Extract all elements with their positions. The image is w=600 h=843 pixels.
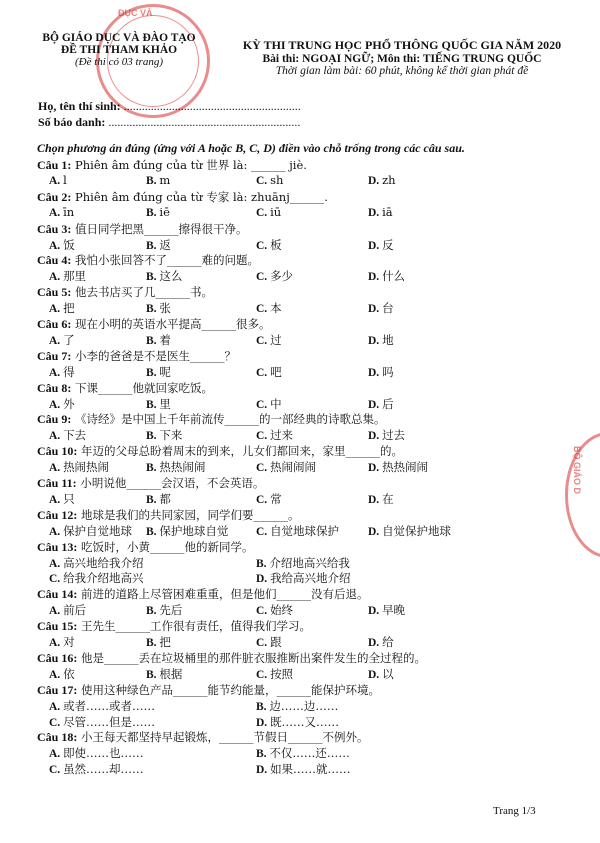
question-text: 下课______他就回家吃饭。 <box>75 380 213 395</box>
option-letter: D. <box>368 206 383 219</box>
option-text: zh <box>382 172 396 187</box>
answer-option-b[interactable] <box>146 173 170 187</box>
answer-option-c[interactable] <box>49 570 144 586</box>
option-text: 按照 <box>270 666 294 681</box>
candidate-name-label: Họ, tên thí sinh: <box>38 99 121 113</box>
option-text: 本 <box>270 301 282 316</box>
question-number: Câu 10: <box>37 444 78 459</box>
answer-option-d[interactable] <box>368 237 394 253</box>
answer-option-a[interactable] <box>49 364 75 380</box>
option-letter: B. <box>146 366 160 379</box>
answer-option-a[interactable] <box>49 491 75 507</box>
option-letter: A. <box>49 700 64 713</box>
option-text: sh <box>270 172 284 187</box>
option-text: 台 <box>382 301 394 316</box>
option-letter: A. <box>49 271 64 284</box>
option-text: 根据 <box>159 666 183 681</box>
option-text: 饭 <box>63 237 75 252</box>
option-letter: D. <box>368 398 383 411</box>
option-text: 都 <box>159 491 171 506</box>
answer-option-a[interactable] <box>49 237 75 253</box>
question-text: 小王每天都坚持早起锻炼，______节假日______不例外。 <box>81 730 369 745</box>
option-text: 即使……也…… <box>63 746 144 761</box>
option-text: 依 <box>63 666 75 681</box>
option-text: 把 <box>159 635 171 649</box>
question <box>37 157 307 173</box>
answer-option-b[interactable] <box>146 491 171 507</box>
option-text: l <box>63 172 67 187</box>
option-letter: B. <box>146 668 160 681</box>
option-letter: C. <box>256 430 271 443</box>
answer-option-c[interactable] <box>256 364 282 380</box>
candidate-id-field[interactable] <box>38 115 300 130</box>
option-text: 对 <box>63 635 75 649</box>
question <box>37 729 369 745</box>
option-text: 热闹热闹 <box>63 460 110 475</box>
answer-option-c[interactable] <box>256 268 293 284</box>
answer-option-d[interactable] <box>368 523 451 539</box>
option-text: 介绍地高兴给我 <box>269 555 350 570</box>
question-number: Câu 1: <box>37 158 72 172</box>
question-text: 使用这种绿色产品______能节约能量，______能保护环境。 <box>81 682 380 697</box>
question-text: 《诗经》是中国上千年前流传______的一部经典的诗歌总集。 <box>75 412 386 427</box>
option-letter: A. <box>49 493 64 506</box>
answer-option-c[interactable] <box>256 173 283 187</box>
answer-option-d[interactable] <box>368 491 394 507</box>
candidate-id-label: Số báo danh: <box>38 115 106 129</box>
answer-option-d[interactable] <box>368 634 394 650</box>
question-text: Phiên âm đúng của từ 世界 là: ______ jiè. <box>75 158 307 172</box>
option-text: 给我介绍地高兴 <box>63 571 144 586</box>
question-number: Câu 14: <box>37 587 78 602</box>
question-number: Câu 16: <box>37 650 78 665</box>
question-text: 我怕小张回答不了______难的问题。 <box>75 253 259 268</box>
option-text: 板 <box>270 237 282 252</box>
option-letter: D. <box>368 493 383 506</box>
candidate-id-dots: ................................................................ <box>108 115 301 129</box>
option-letter: A. <box>49 239 64 252</box>
option-text: 了 <box>63 332 75 347</box>
option-letter: C. <box>256 605 271 618</box>
option-letter: B. <box>146 239 160 252</box>
option-letter: A. <box>49 430 64 443</box>
option-letter: B. <box>146 206 160 219</box>
question <box>37 380 213 396</box>
option-letter: A. <box>49 398 64 411</box>
option-text: 得 <box>63 364 75 379</box>
answer-option-b[interactable] <box>256 698 338 714</box>
option-letter: B. <box>146 334 160 347</box>
option-letter: C. <box>256 493 271 506</box>
question-text: 他是______丢在垃圾桶里的那件脏衣服推断出案件发生的全过程的。 <box>81 650 426 665</box>
option-letter: C. <box>256 206 271 219</box>
answer-option-b[interactable] <box>256 555 350 571</box>
answer-option-c[interactable] <box>256 491 282 507</box>
option-letter: B. <box>256 557 270 570</box>
option-text: 或者……或者…… <box>63 698 156 713</box>
question-text: 他去书店买了几______书。 <box>75 285 213 300</box>
question-number: Câu 13: <box>37 539 78 554</box>
answer-option-d[interactable] <box>256 761 351 777</box>
answer-option-a[interactable] <box>49 300 75 316</box>
option-letter: D. <box>368 239 383 252</box>
option-letter: C. <box>256 525 271 538</box>
answer-option-a[interactable] <box>49 332 75 348</box>
answer-option-a[interactable] <box>49 427 86 443</box>
option-text: 在 <box>382 491 394 506</box>
option-text: 跟 <box>270 635 282 649</box>
answer-option-d[interactable] <box>368 205 393 219</box>
question-number: Câu 12: <box>37 507 78 522</box>
answer-option-d[interactable] <box>368 396 394 412</box>
answer-option-a[interactable] <box>49 555 144 571</box>
option-letter: D. <box>368 303 383 316</box>
page-number: Trang 1/3 <box>493 805 536 817</box>
option-letter: A. <box>49 206 64 219</box>
option-letter: B. <box>146 462 160 475</box>
option-text: 着 <box>159 332 171 347</box>
option-letter: B. <box>146 525 160 538</box>
option-text: 给 <box>382 635 394 649</box>
answer-option-b[interactable] <box>146 364 171 380</box>
option-text: 吧 <box>270 364 282 379</box>
option-letter: A. <box>49 334 64 347</box>
option-letter: D. <box>368 174 383 187</box>
option-letter: A. <box>49 637 64 649</box>
question-number: Câu 11: <box>37 476 77 490</box>
answer-option-c[interactable] <box>256 237 282 253</box>
question <box>37 475 264 491</box>
answer-option-d[interactable] <box>368 300 394 316</box>
answer-option-b[interactable] <box>146 634 171 650</box>
question <box>37 507 300 523</box>
candidate-name-dots: ........................................................... <box>123 99 301 113</box>
header-left <box>24 32 214 68</box>
question-text: 地球是我们的共同家园，同学们要______。 <box>81 507 300 522</box>
question <box>37 221 248 237</box>
option-letter: A. <box>49 366 64 379</box>
question-text: 现在小明的英语水平提高______很多。 <box>75 317 271 331</box>
question <box>37 252 259 268</box>
answer-option-c[interactable] <box>256 300 282 316</box>
answer-option-c[interactable] <box>256 332 282 348</box>
option-letter: D. <box>368 525 383 538</box>
option-letter: D. <box>368 462 383 475</box>
question <box>37 682 380 698</box>
option-text: 后 <box>382 396 394 411</box>
option-text: 以 <box>382 666 394 681</box>
question-number: Câu 5: <box>37 285 72 300</box>
answer-option-b[interactable] <box>146 332 171 348</box>
option-text: 中 <box>270 396 282 411</box>
option-text: 吗 <box>382 364 394 379</box>
answer-option-d[interactable] <box>256 570 351 586</box>
option-text: 返 <box>159 237 171 252</box>
option-text: 什么 <box>382 269 406 284</box>
question-number: Câu 4: <box>37 253 72 268</box>
answer-option-c[interactable] <box>256 602 293 618</box>
answer-option-b[interactable] <box>146 459 205 475</box>
option-text: 下来 <box>159 428 183 443</box>
answer-option-c[interactable] <box>256 205 281 219</box>
option-letter: C. <box>49 573 64 586</box>
option-letter: D. <box>256 764 271 777</box>
answer-option-c[interactable] <box>256 666 293 682</box>
pages-note: (Đề thi có 03 trang) <box>75 56 163 68</box>
option-letter: D. <box>368 637 383 649</box>
option-letter: D. <box>256 573 271 586</box>
option-text: 高兴地给我介绍 <box>63 555 144 570</box>
question-number: Câu 2: <box>37 189 72 204</box>
answer-option-d[interactable] <box>368 427 405 443</box>
option-text: 下去 <box>63 428 87 443</box>
question-text: 小明说他______会汉语，不会英语。 <box>80 476 265 490</box>
answer-option-d[interactable] <box>368 332 394 348</box>
option-letter: D. <box>368 271 383 284</box>
question <box>37 618 311 634</box>
option-text: 始终 <box>270 603 294 618</box>
question-number: Câu 7: <box>37 348 72 363</box>
answer-option-b[interactable] <box>146 666 182 682</box>
option-text: 保护自觉地球 <box>63 523 133 538</box>
question-text: 王先生______工作很有责任，值得我们学习。 <box>81 619 311 634</box>
answer-option-a[interactable] <box>49 459 109 475</box>
question-text: 吃饭时，小黄______他的新同学。 <box>81 539 254 554</box>
option-text: 把 <box>63 301 75 316</box>
option-letter: B. <box>146 493 160 506</box>
exam-subject: Bài thi: NGOẠI NGỮ; Môn thi: TIẾNG TRUNG QUỐC <box>262 53 542 65</box>
answer-option-c[interactable] <box>256 523 339 539</box>
question <box>37 316 271 332</box>
question-number: Câu 17: <box>37 682 78 697</box>
option-text: iā <box>382 204 393 219</box>
option-text: īn <box>63 204 75 219</box>
option-letter: D. <box>256 716 271 729</box>
question <box>37 443 403 459</box>
option-letter: C. <box>256 303 271 316</box>
answer-option-b[interactable] <box>146 602 182 618</box>
option-text: 呢 <box>159 364 171 379</box>
answer-option-a[interactable] <box>49 173 67 187</box>
question <box>37 348 236 364</box>
option-letter: C. <box>256 398 271 411</box>
question-text: 前进的道路上尽管困难重重，但是他们______没有后退。 <box>81 587 369 602</box>
option-letter: C. <box>256 334 271 347</box>
question <box>37 189 328 205</box>
answer-option-c[interactable] <box>49 761 144 777</box>
option-letter: C. <box>256 239 271 252</box>
question <box>37 586 369 602</box>
option-letter: A. <box>49 174 64 187</box>
official-seal-right <box>565 432 600 558</box>
exam-title: KỲ THI TRUNG HỌC PHỔ THÔNG QUỐC GIA NĂM 2020 <box>242 38 562 52</box>
option-letter: C. <box>256 366 271 379</box>
option-letter: B. <box>146 174 160 187</box>
option-letter: B. <box>256 748 270 761</box>
seal-text: ĐỤC VÀ <box>118 8 153 18</box>
option-text: 里 <box>159 396 171 411</box>
answer-option-d[interactable] <box>368 173 396 187</box>
option-letter: C. <box>49 764 64 777</box>
answer-option-a[interactable] <box>49 666 75 682</box>
option-text: 那里 <box>63 269 87 284</box>
option-text: 只 <box>63 491 75 506</box>
question-number: Câu 8: <box>37 380 72 395</box>
option-letter: D. <box>368 668 383 681</box>
option-letter: A. <box>49 668 64 681</box>
option-text: 保护地球自觉 <box>159 523 229 538</box>
option-text: 外 <box>63 396 75 411</box>
option-text: 过来 <box>270 428 294 443</box>
answer-option-a[interactable] <box>49 268 86 284</box>
option-letter: D. <box>368 430 383 443</box>
reference-label: ĐỀ THI THAM KHẢO <box>60 44 178 56</box>
option-letter: B. <box>146 430 160 443</box>
answer-option-b[interactable] <box>146 427 182 443</box>
option-text: 前后 <box>63 603 87 618</box>
option-text: iū <box>270 204 282 219</box>
option-letter: C. <box>256 668 271 681</box>
answer-option-a[interactable] <box>49 745 144 761</box>
option-letter: B. <box>256 700 270 713</box>
instruction: Chọn phương án đúng (ứng với A hoặc B, C, D) điền vào chỗ trống trong các câu sau. <box>37 141 465 155</box>
option-text: 尽管……但是…… <box>63 714 156 729</box>
option-text: 边……边…… <box>269 698 339 713</box>
answer-option-b[interactable] <box>146 237 171 253</box>
option-text: 自觉地球保护 <box>270 523 340 538</box>
question <box>37 539 254 555</box>
answer-option-b[interactable] <box>256 745 350 761</box>
option-letter: C. <box>49 716 64 729</box>
option-text: 不仅……还…… <box>269 746 350 761</box>
option-letter: D. <box>368 366 383 379</box>
option-letter: B. <box>146 605 160 618</box>
option-text: 张 <box>159 301 171 316</box>
option-text: 先后 <box>159 603 183 618</box>
option-text: 早晚 <box>382 603 406 618</box>
option-text: m <box>159 172 171 187</box>
answer-option-d[interactable] <box>368 268 405 284</box>
option-letter: B. <box>146 398 160 411</box>
answer-option-a[interactable] <box>49 698 155 714</box>
answer-option-a[interactable] <box>49 523 132 539</box>
option-text: 反 <box>382 237 394 252</box>
answer-option-b[interactable] <box>146 300 171 316</box>
question <box>37 411 386 427</box>
question-text: 小李的爸爸是不是医生______？ <box>75 348 236 363</box>
answer-option-b[interactable] <box>146 268 182 284</box>
option-letter: B. <box>146 271 160 284</box>
option-letter: C. <box>256 174 271 187</box>
question-number: Câu 3: <box>37 221 72 236</box>
answer-option-c[interactable] <box>256 427 293 443</box>
ministry-name: BỘ GIÁO DỤC VÀ ĐÀO TẠO <box>42 32 196 44</box>
option-letter: A. <box>49 557 64 570</box>
answer-option-d[interactable] <box>368 459 428 475</box>
answer-option-a[interactable] <box>49 602 86 618</box>
answer-option-b[interactable] <box>146 205 170 219</box>
answer-option-d[interactable] <box>256 714 339 730</box>
header-right <box>222 38 582 77</box>
option-text: 我给高兴地介绍 <box>270 571 351 586</box>
answer-option-d[interactable] <box>368 666 394 682</box>
option-letter: C. <box>256 462 271 475</box>
option-text: 热热闹闹 <box>159 460 206 475</box>
option-letter: B. <box>146 637 160 649</box>
option-text: 过 <box>270 332 282 347</box>
question-number: Câu 18: <box>37 730 78 745</box>
answer-option-c[interactable] <box>49 714 155 730</box>
answer-option-c[interactable] <box>256 459 316 475</box>
option-text: 如果……就…… <box>270 762 351 777</box>
question-number: Câu 9: <box>37 412 72 427</box>
question <box>37 284 213 300</box>
answer-option-b[interactable] <box>146 396 171 412</box>
answer-option-c[interactable] <box>256 634 282 650</box>
option-letter: A. <box>49 605 64 618</box>
option-text: 既……又…… <box>270 714 340 729</box>
answer-option-a[interactable] <box>49 634 75 650</box>
option-letter: B. <box>146 303 160 316</box>
answer-option-d[interactable] <box>368 602 405 618</box>
option-letter: D. <box>368 605 383 618</box>
option-text: 自觉保护地球 <box>382 523 452 538</box>
option-text: 地 <box>382 332 394 347</box>
option-text: 虽然……却…… <box>63 762 144 777</box>
option-text: 热热闹闹 <box>382 460 429 475</box>
option-letter: C. <box>256 271 271 284</box>
answer-option-a[interactable] <box>49 396 75 412</box>
option-letter: A. <box>49 525 64 538</box>
option-text: 常 <box>270 491 282 506</box>
option-text: 过去 <box>382 428 406 443</box>
answer-option-c[interactable] <box>256 396 282 412</box>
candidate-name-field[interactable] <box>38 99 301 114</box>
option-letter: D. <box>368 334 383 347</box>
option-letter: A. <box>49 748 64 761</box>
answer-option-d[interactable] <box>368 364 394 380</box>
question-text: Phiên âm đúng của từ 专家 là: zhuānj______. <box>75 189 328 204</box>
option-text: 这么 <box>159 269 183 284</box>
answer-option-a[interactable] <box>49 205 74 219</box>
option-letter: A. <box>49 462 64 475</box>
answer-option-b[interactable] <box>146 523 228 539</box>
question-number: Câu 15: <box>37 619 78 634</box>
question-text: 年迈的父母总盼着周末的到来，儿女们都回来，家里______的。 <box>81 444 403 459</box>
option-text: iē <box>159 204 170 219</box>
question-text: 值日同学把黑______擦得很干净。 <box>75 221 248 236</box>
seal-text-right: BỘ GIÁO D <box>572 446 582 495</box>
option-text: 多少 <box>270 269 294 284</box>
option-text: 热闹闹闹 <box>270 460 317 475</box>
exam-time: Thời gian làm bài: 60 phút, không kể thời gian phát đề <box>275 65 529 77</box>
question-number: Câu 6: <box>37 317 72 331</box>
option-letter: C. <box>256 637 271 649</box>
question <box>37 650 426 666</box>
option-letter: A. <box>49 303 64 316</box>
